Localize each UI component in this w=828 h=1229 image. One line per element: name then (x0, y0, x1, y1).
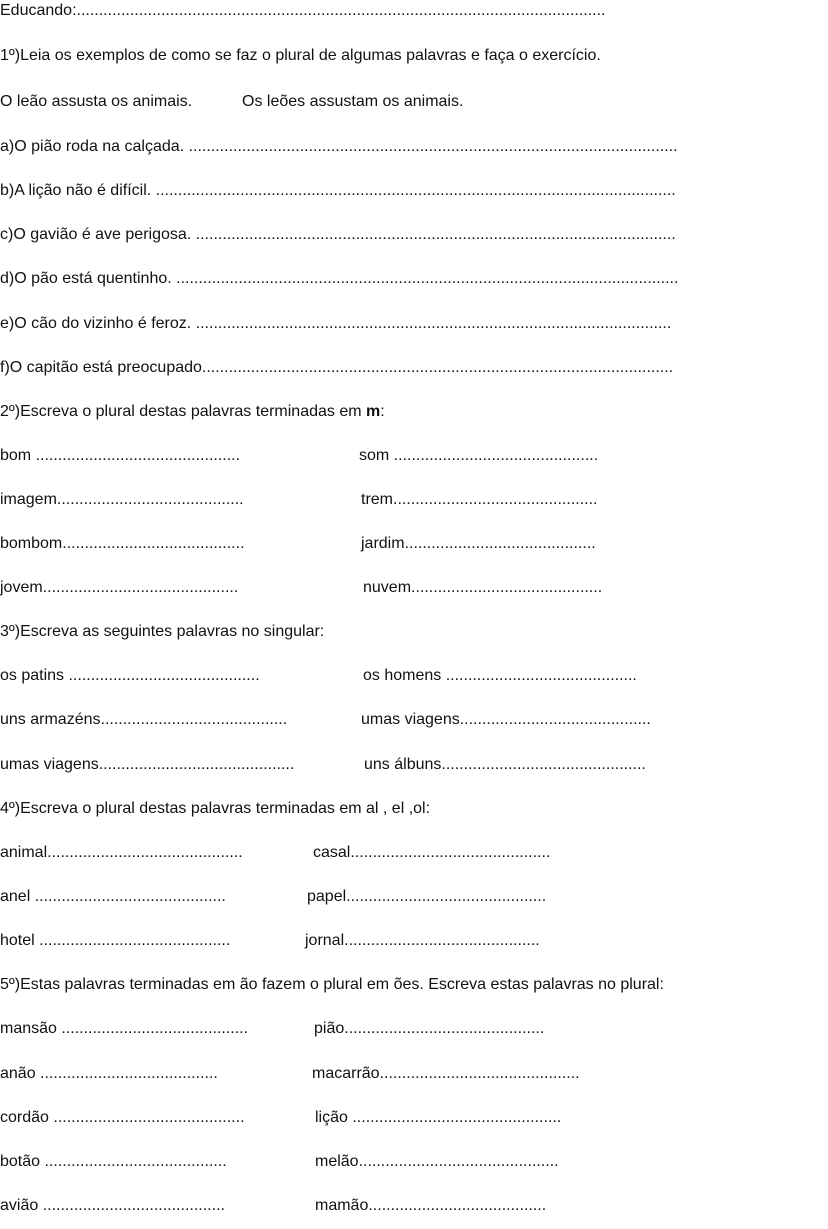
q5-left-item: avião ......................................... (0, 1197, 225, 1214)
q5-right-item: lição ............................................... (315, 1109, 562, 1126)
q3-right-item: os homens ........................................... (363, 667, 637, 684)
q3-right-item: umas viagens........................................... (361, 711, 651, 728)
q2-left-item: jovem............................................ (0, 579, 239, 596)
q3-left-item: uns armazéns.......................................... (0, 711, 288, 728)
q1-item: b)A lição não é difícil. ..................................................................................................................... (0, 182, 676, 199)
q4-left-item: hotel ........................................... (0, 932, 231, 949)
q3-title: 3º)Escreva as seguintes palavras no singular: (0, 623, 325, 640)
q4-right-item: casal............................................. (313, 844, 551, 861)
q3-left-item: umas viagens............................................ (0, 756, 295, 773)
q2-right-item: trem.............................................. (361, 491, 598, 508)
q1-title: 1º)Leia os exemplos de como se faz o plural de algumas palavras e faça o exercício. (0, 47, 601, 64)
q5-left-item: mansão .......................................... (0, 1020, 249, 1037)
q2-right-item: nuvem........................................... (363, 579, 603, 596)
q1-item: f)O capitão está preocupado.......................................................................................................... (0, 359, 674, 376)
q5-title: 5º)Estas palavras terminadas em ão fazem o plural em ões. Escreva estas palavras no plural: (0, 976, 664, 993)
q1-example-plural: Os leões assustam os animais. (242, 93, 464, 110)
q5-left-item: cordão ........................................... (0, 1109, 245, 1126)
q2-right-item: jardim........................................... (361, 535, 596, 552)
q1-example-singular: O leão assusta os animais. (0, 93, 193, 110)
student-name-line: Educando:....................................................................................................................... (0, 2, 606, 19)
q2-left-item: imagem.......................................... (0, 491, 244, 508)
q2-left-item: bombom......................................... (0, 535, 245, 552)
q5-right-item: pião............................................. (314, 1020, 545, 1037)
q1-item: a)O pião roda na calçada. .............................................................................................................. (0, 138, 678, 155)
q1-item: d)O pão está quentinho. ................................................................................................................. (0, 270, 679, 287)
q3-right-item: uns álbuns.............................................. (364, 756, 646, 773)
q5-right-item: macarrão............................................. (312, 1065, 580, 1082)
q5-right-item: melão............................................. (315, 1153, 559, 1170)
q1-item: c)O gavião é ave perigosa. ............................................................................................................ (0, 226, 676, 243)
q4-left-item: animal............................................ (0, 844, 243, 861)
q5-right-item: mamão........................................ (315, 1197, 547, 1214)
q2-right-item: som .............................................. (359, 447, 599, 464)
q2-left-item: bom .............................................. (0, 447, 241, 464)
q2-title: 2º)Escreva o plural destas palavras terminadas em m: (0, 403, 385, 420)
q5-left-item: botão ......................................... (0, 1153, 227, 1170)
q4-right-item: jornal............................................ (305, 932, 540, 949)
q4-left-item: anel ........................................... (0, 888, 226, 905)
q3-left-item: os patins ........................................... (0, 667, 260, 684)
q4-title: 4º)Escreva o plural destas palavras terminadas em al , el ,ol: (0, 800, 431, 817)
q1-item: e)O cão do vizinho é feroz. ........................................................................................................... (0, 315, 672, 332)
q5-left-item: anão ........................................ (0, 1065, 218, 1082)
q4-right-item: papel............................................. (307, 888, 547, 905)
